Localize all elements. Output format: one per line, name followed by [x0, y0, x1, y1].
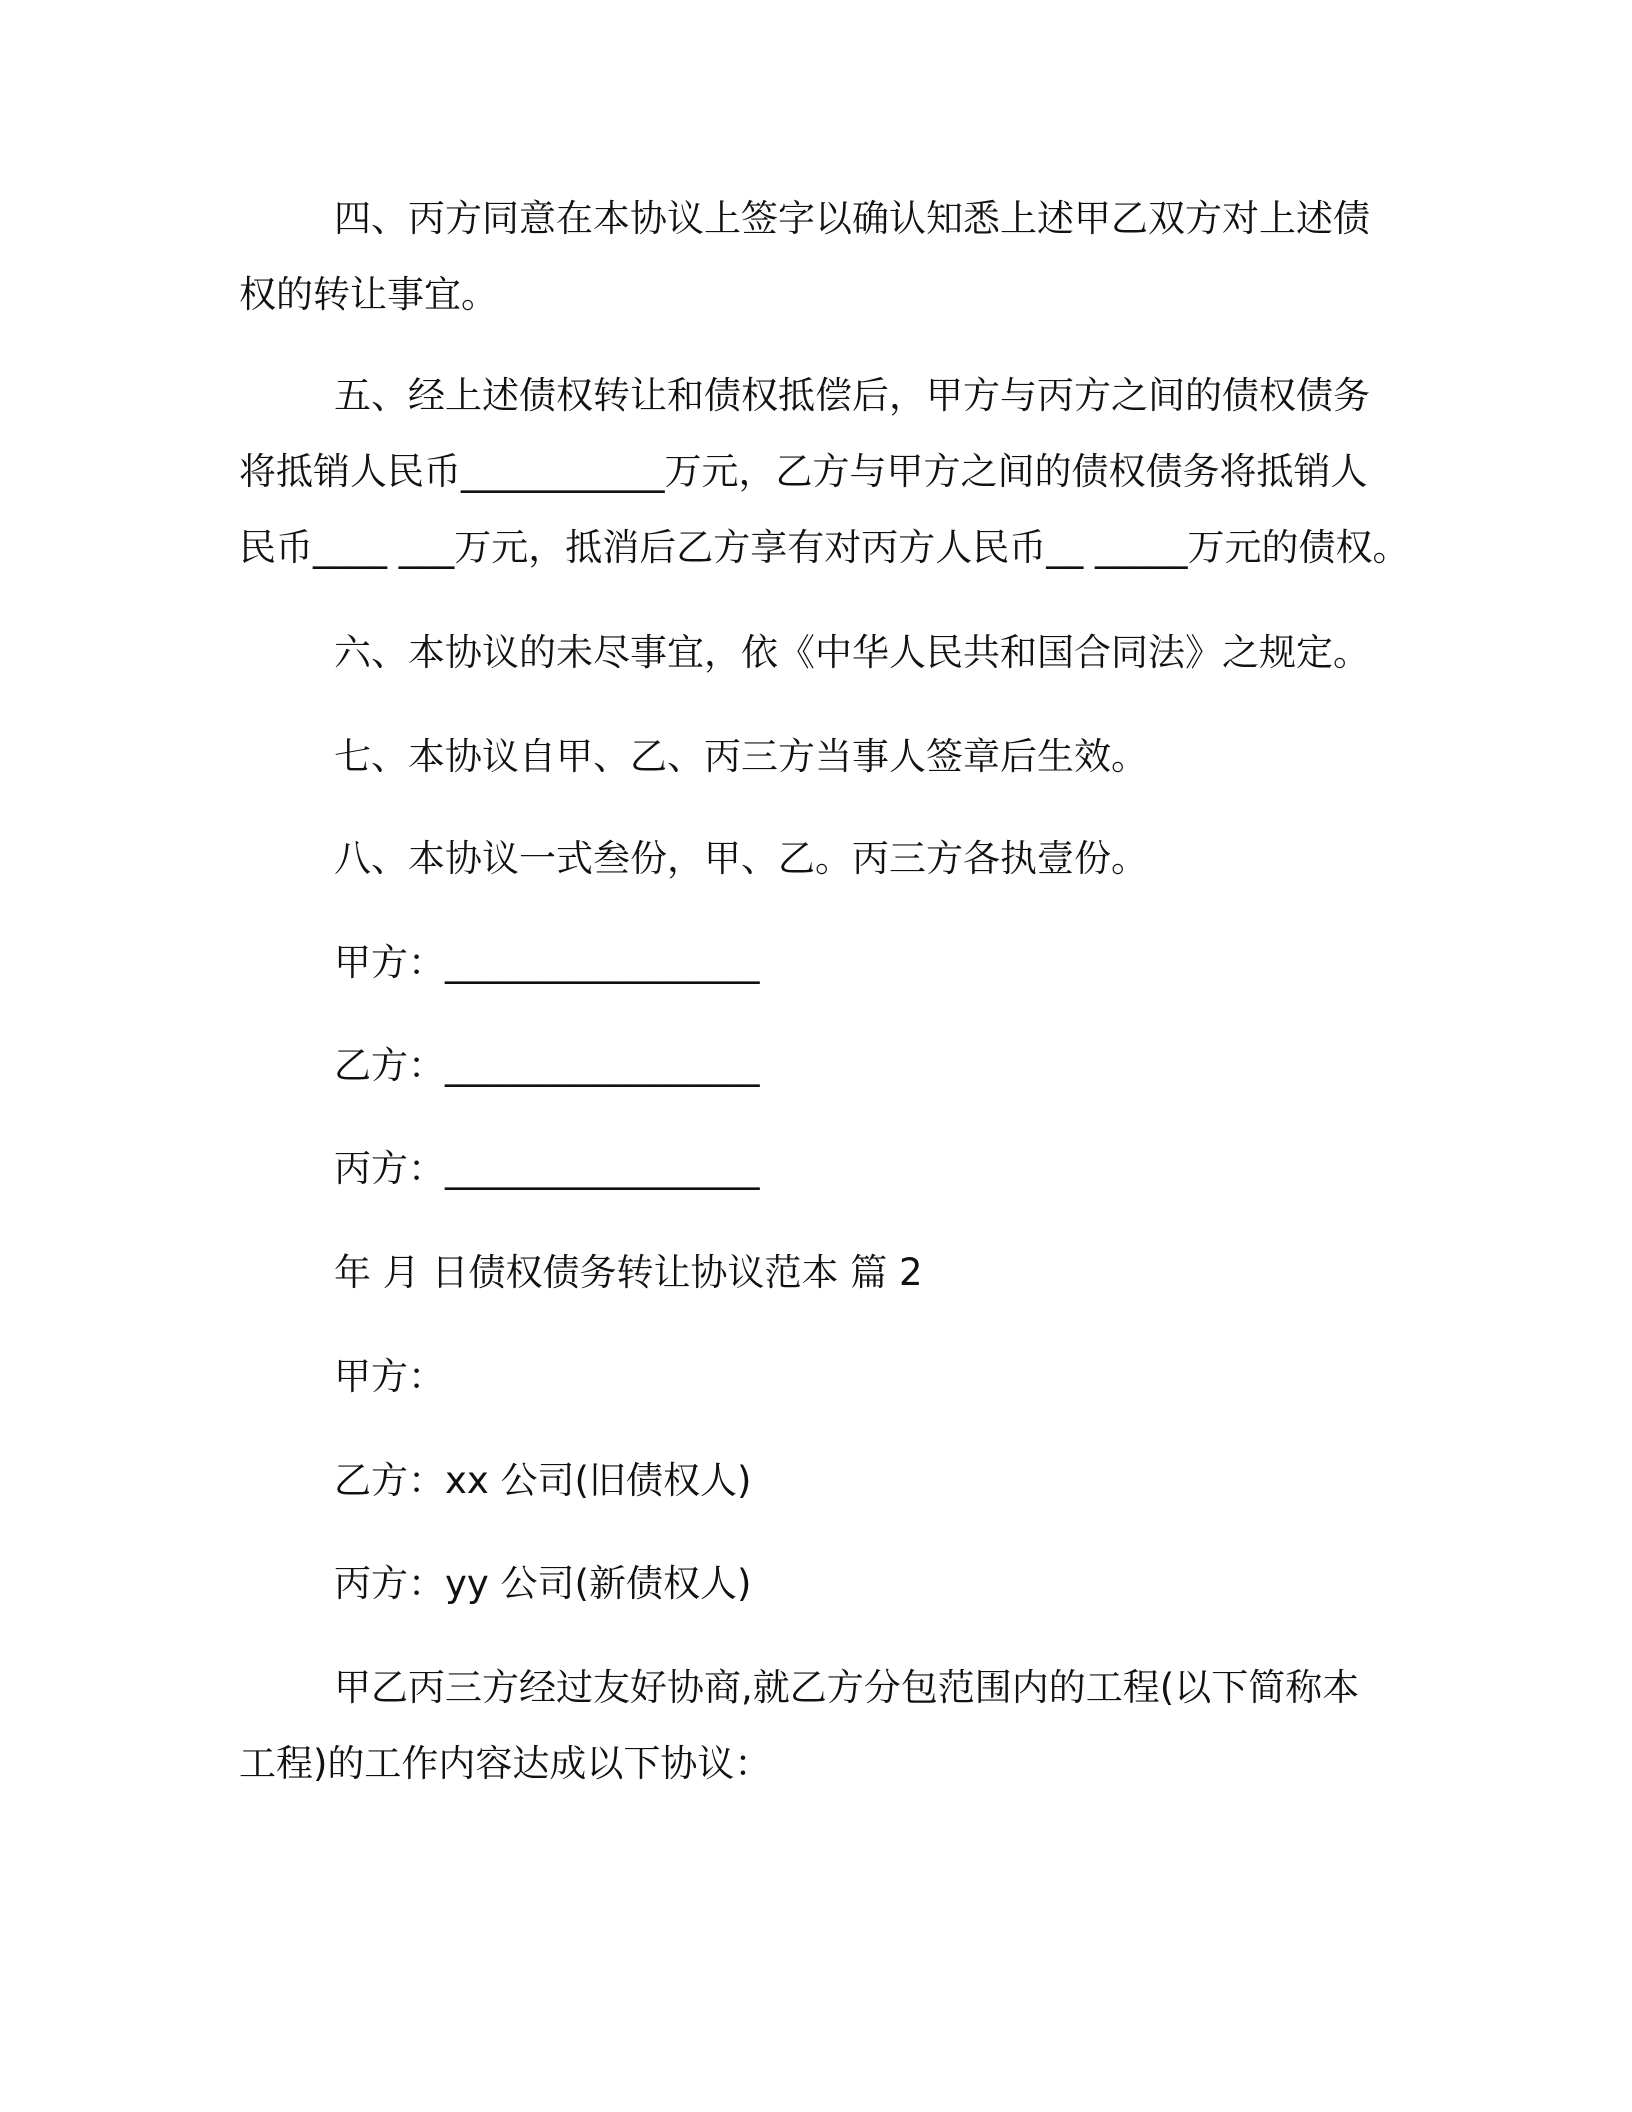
clause-5-line-3: 民币____ ___万元，抵消后乙方享有对丙方人民币__ _____万元的债权。 — [239, 526, 1410, 569]
signature-party-a: 甲方：_________________ — [334, 941, 760, 984]
clause-5-line-1: 五、经上述债权转让和债权抵偿后，甲方与丙方之间的债权债务 — [334, 374, 1370, 417]
section-2-intro-line-1: 甲乙丙三方经过友好协商,就乙方分包范围内的工程(以下简称本 — [334, 1666, 1360, 1709]
section-2-party-b: 乙方：xx 公司(旧债权人) — [334, 1459, 752, 1502]
clause-7: 七、本协议自甲、乙、丙三方当事人签章后生效。 — [334, 735, 1148, 778]
clause-4-line-2: 权的转让事宜。 — [239, 273, 498, 316]
clause-4-line-1: 四、丙方同意在本协议上签字以确认知悉上述甲乙双方对上述债 — [334, 197, 1370, 240]
clause-5-line-2: 将抵销人民币___________万元，乙方与甲方之间的债权债务将抵销人 — [239, 450, 1368, 493]
signature-party-c: 丙方：_________________ — [334, 1147, 760, 1190]
clause-8: 八、本协议一式叁份，甲、乙。丙三方各执壹份。 — [334, 837, 1148, 880]
section-2-party-c: 丙方：yy 公司(新债权人) — [334, 1562, 752, 1605]
clause-6: 六、本协议的未尽事宜，依《中华人民共和国合同法》之规定。 — [334, 631, 1370, 674]
section-2-heading: 年 月 日债权债务转让协议范本 篇 2 — [334, 1251, 923, 1294]
section-2-party-a: 甲方： — [334, 1355, 445, 1398]
section-2-intro-line-2: 工程)的工作内容达成以下协议： — [239, 1742, 772, 1785]
signature-party-b: 乙方：_________________ — [334, 1044, 760, 1087]
